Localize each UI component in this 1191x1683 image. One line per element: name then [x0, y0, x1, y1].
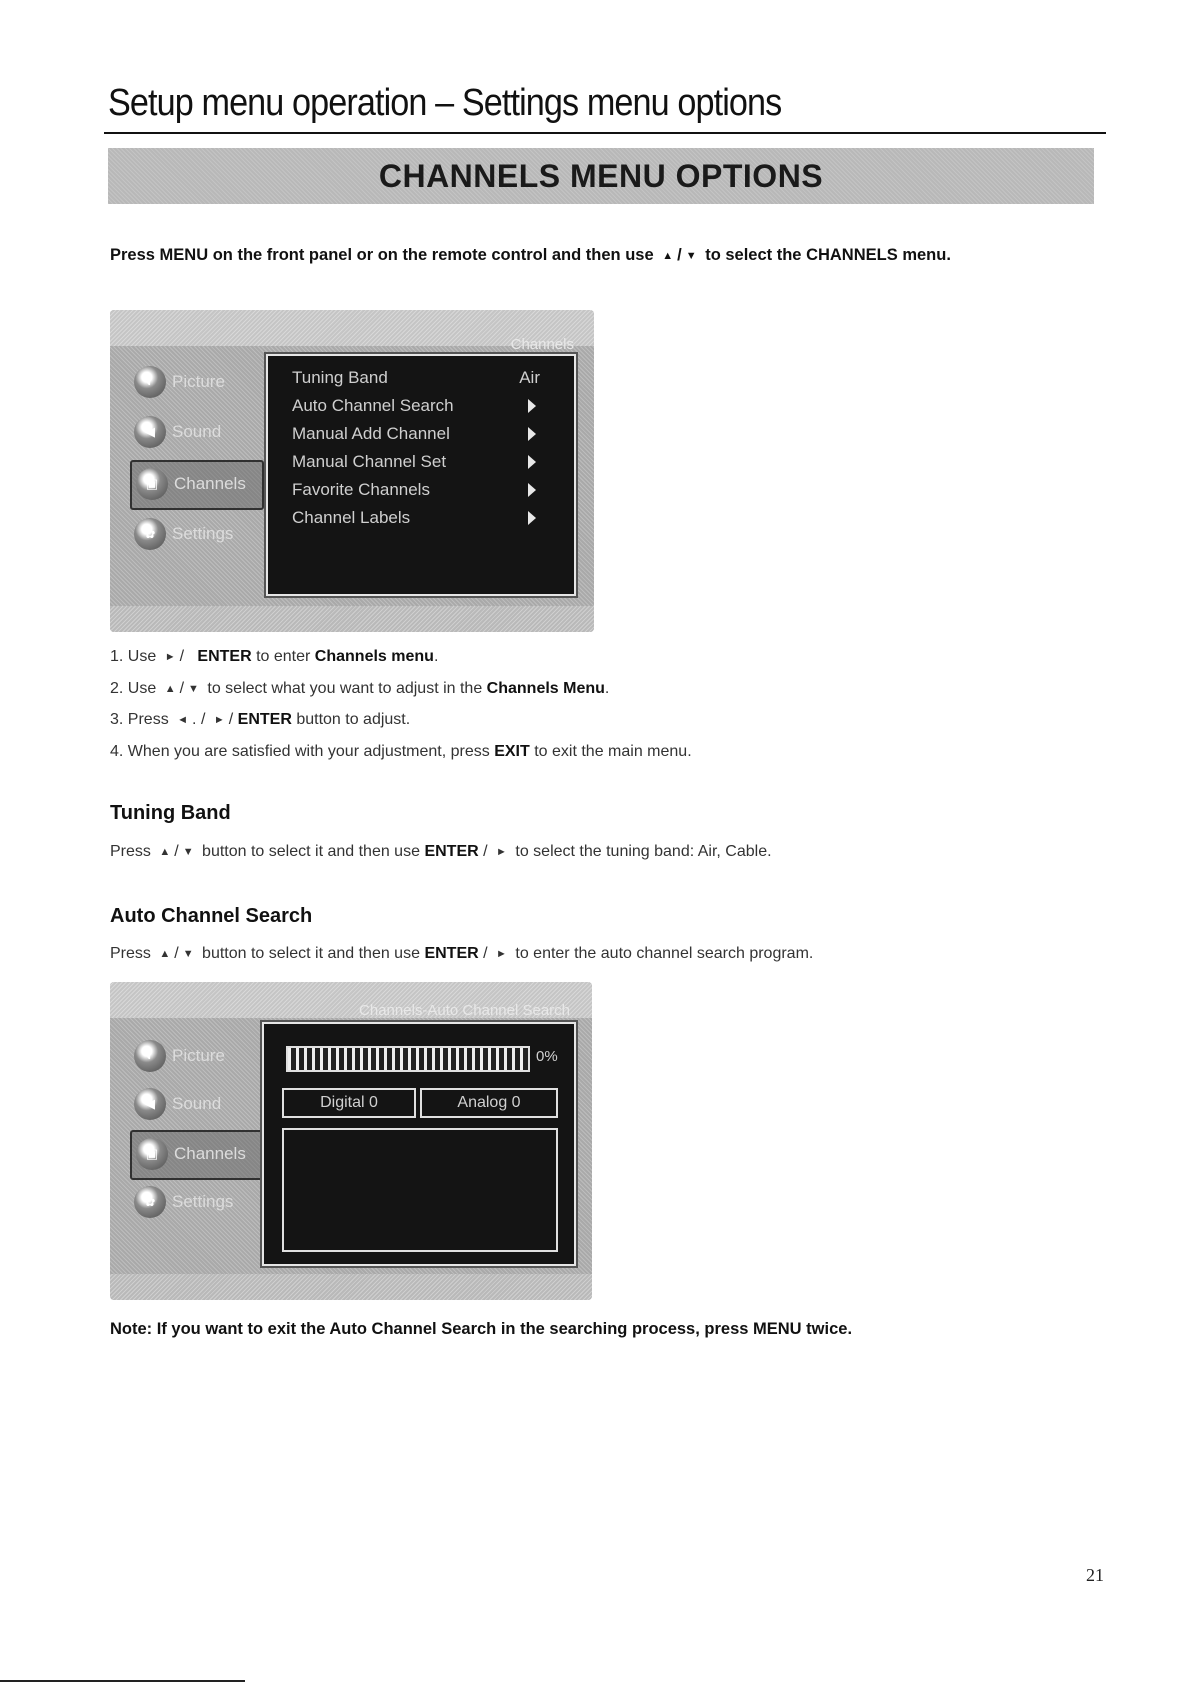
right-arrow-icon: ►	[496, 948, 507, 960]
sidebar-item-picture	[130, 1034, 260, 1080]
up-arrow-icon: ▲	[159, 846, 171, 858]
para-sep: /	[174, 945, 179, 962]
section-banner	[108, 148, 1094, 204]
sound-icon: ◀	[134, 416, 166, 448]
step-text: Press	[127, 711, 169, 728]
osd-auto-search-screenshot	[110, 982, 592, 1300]
page-title: Setup menu operation – Settings menu options	[108, 82, 782, 124]
step-end: .	[433, 648, 439, 665]
menu-row-manual-add-channel	[292, 424, 556, 450]
sidebar-item-settings	[130, 1180, 260, 1226]
page-number: 21	[1086, 1565, 1104, 1585]
down-arrow-icon: ▼	[182, 948, 194, 960]
step-text: to exit the main menu.	[534, 743, 692, 760]
channels-menu-panel	[266, 354, 576, 596]
channels-icon: ▣	[136, 468, 168, 500]
menu-row-tuning-band	[292, 368, 556, 394]
right-arrow-icon: ►	[213, 714, 225, 726]
step-text: Use	[127, 648, 157, 665]
para-key: ENTER	[424, 945, 479, 962]
intro-sep: /	[677, 246, 682, 264]
step-number: 2.	[110, 680, 124, 697]
up-arrow-icon: ▲	[662, 250, 674, 262]
search-results-box	[282, 1128, 558, 1252]
auto-search-text	[110, 945, 813, 963]
sidebar-label: Picture	[172, 372, 225, 391]
para-text: button to select it and then use	[202, 945, 420, 962]
para-text: to enter the auto channel search program.	[515, 945, 814, 962]
para-sep: /	[483, 843, 488, 860]
osd-header-label: Channels	[510, 336, 574, 353]
right-arrow-icon: ►	[496, 846, 507, 858]
step-3	[110, 711, 410, 729]
para-text: Press	[110, 843, 151, 860]
picture-icon: ◐	[134, 1040, 166, 1072]
arrow-right-icon	[528, 511, 536, 525]
sidebar-item-sound	[130, 1082, 260, 1128]
step-sep: /	[179, 648, 185, 665]
auto-search-panel	[262, 1022, 576, 1266]
banner-title: CHANNELS MENU OPTIONS	[378, 157, 824, 194]
sidebar-label: Sound	[172, 422, 222, 441]
menu-row-favorite-channels	[292, 480, 556, 506]
sidebar-item-settings	[130, 512, 260, 558]
step-end: .	[604, 680, 610, 697]
step-sep: /	[179, 680, 185, 697]
picture-icon: ◐	[134, 366, 166, 398]
right-arrow-icon: ►	[164, 651, 176, 663]
osd-bottom-strip	[110, 1274, 592, 1300]
menu-row-label: Favorite Channels	[292, 480, 430, 499]
down-arrow-icon: ▼	[188, 683, 199, 695]
step-key: Channels menu	[314, 648, 434, 665]
up-arrow-icon: ▲	[164, 683, 176, 695]
sidebar-item-picture	[130, 360, 260, 406]
menu-row-value: Air	[519, 368, 540, 387]
note-text: Note: If you want to exit the Auto Channel Search in the searching process, press MENU twice.	[110, 1320, 853, 1338]
para-sep: /	[174, 843, 179, 860]
step-2	[110, 680, 609, 698]
menu-row-auto-channel-search	[292, 396, 556, 422]
menu-row-label: Tuning Band	[292, 368, 388, 387]
step-key: ENTER	[197, 648, 252, 665]
step-number: 1.	[110, 648, 124, 665]
menu-row-label: Auto Channel Search	[292, 396, 454, 415]
settings-icon: ✿	[134, 518, 166, 550]
intro-part1: Press MENU on the front panel or on the remote control and then use	[110, 246, 654, 264]
sidebar-label: Channels	[174, 1144, 246, 1163]
step-text: When you are satisfied with your adjustment, press	[127, 743, 490, 760]
sidebar-item-channels	[130, 460, 264, 510]
sidebar-item-sound	[130, 410, 260, 456]
para-key: ENTER	[424, 843, 479, 860]
step-number: 3.	[110, 711, 124, 728]
sidebar-label: Sound	[172, 1094, 222, 1113]
arrow-right-icon	[528, 399, 536, 413]
up-arrow-icon: ▲	[159, 948, 171, 960]
digital-count: Digital 0	[282, 1088, 416, 1118]
menu-row-label: Manual Channel Set	[292, 452, 447, 471]
sidebar-label: Settings	[172, 524, 234, 543]
step-text: Use	[127, 680, 157, 697]
footer-rule	[0, 1680, 245, 1682]
step-1	[110, 648, 438, 666]
menu-row-channel-labels	[292, 508, 556, 534]
heading-tuning-band: Tuning Band	[110, 802, 231, 824]
intro-part2: to select the CHANNELS menu.	[705, 246, 951, 264]
para-text: button to select it and then use	[202, 843, 420, 860]
arrow-right-icon	[528, 483, 536, 497]
step-sep: . /	[192, 711, 206, 728]
step-key: ENTER	[237, 711, 292, 728]
step-key: EXIT	[494, 743, 530, 760]
para-sep: /	[483, 945, 488, 962]
left-arrow-icon: ◄	[177, 714, 189, 726]
title-rule	[104, 132, 1106, 134]
osd-header-label: Channels-Auto Channel Search	[359, 1002, 570, 1019]
down-arrow-icon: ▼	[182, 846, 194, 858]
menu-row-manual-channel-set	[292, 452, 556, 478]
arrow-right-icon	[528, 455, 536, 469]
step-key: Channels Menu	[486, 680, 605, 697]
step-text: to enter	[256, 648, 311, 665]
step-text: to select what you want to adjust in the	[207, 680, 483, 697]
menu-row-label: Channel Labels	[292, 508, 411, 527]
sidebar-label: Settings	[172, 1192, 234, 1211]
sidebar-label: Channels	[174, 474, 246, 493]
step-sep: /	[228, 711, 234, 728]
tuning-band-text	[110, 843, 772, 861]
channels-icon: ▣	[136, 1138, 168, 1170]
para-text: to select the tuning band: Air, Cable.	[515, 843, 772, 860]
step-number: 4.	[110, 743, 124, 760]
arrow-right-icon	[528, 427, 536, 441]
step-4	[110, 743, 692, 761]
progress-percent: 0%	[536, 1048, 558, 1065]
settings-icon: ✿	[134, 1186, 166, 1218]
menu-row-label: Manual Add Channel	[292, 424, 450, 443]
osd-channels-menu-screenshot	[110, 310, 594, 632]
analog-count: Analog 0	[420, 1088, 558, 1118]
osd-bottom-strip	[110, 606, 594, 632]
para-text: Press	[110, 945, 151, 962]
intro-text	[110, 246, 951, 265]
step-text: button to adjust.	[296, 711, 411, 728]
sound-icon: ◀	[134, 1088, 166, 1120]
search-progress-bar	[286, 1046, 530, 1072]
down-arrow-icon: ▼	[685, 250, 697, 262]
sidebar-label: Picture	[172, 1046, 225, 1065]
heading-auto-channel-search: Auto Channel Search	[110, 905, 313, 927]
sidebar-item-channels	[130, 1130, 264, 1180]
